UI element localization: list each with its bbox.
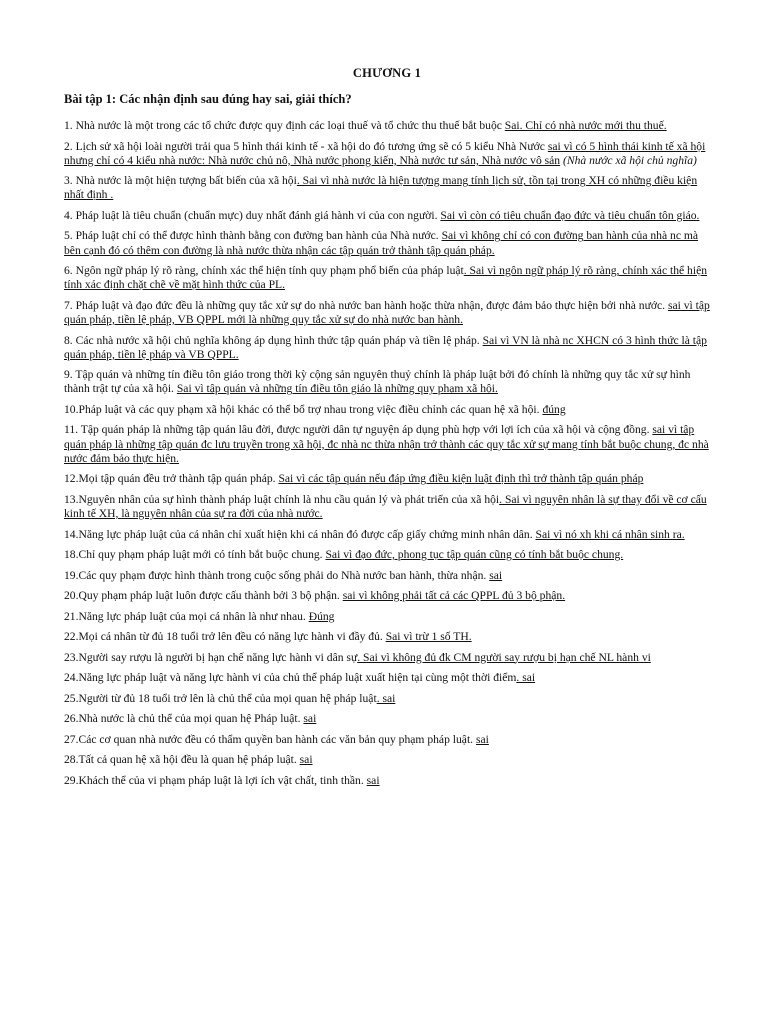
question-item xyxy=(64,733,710,747)
question-answer: . sai xyxy=(516,671,536,685)
question-answer: Sai. Chỉ có nhà nước mới thu thuế. xyxy=(504,119,667,132)
question-statement: 27.Các cơ quan nhà nước đều có thẩm quyền ban hành các văn bản quy phạm pháp luật. xyxy=(64,732,476,746)
question-answer: sai vì không phải tất cả các QPPL đủ 3 bộ phận. xyxy=(342,589,566,603)
question-statement: 10.Pháp luật và các quy phạm xã hội khác có thể bổ trợ nhau trong việc điều chỉnh các quan hệ xã hội. xyxy=(64,402,543,416)
question-item xyxy=(64,528,710,542)
question-item xyxy=(64,671,710,685)
question-statement: 3. Nhà nước là một hiện tượng bất biến của xã hội xyxy=(64,174,297,188)
question-statement: 11. Tập quán pháp là những tập quán lâu đời, được người dân tự nguyện áp dụng phù hợp với lợi ích của xã hội và cộng đồng. xyxy=(64,423,653,437)
question-item xyxy=(64,423,710,466)
question-note: (Nhà nước xã hội chủ nghĩa) xyxy=(563,153,697,167)
question-answer: . Sai vì ngôn ngữ pháp lý rõ ràng, chính xác thể hiện tính xác định chặt chẽ về mặt hình thức của PL. xyxy=(64,264,708,292)
question-item xyxy=(64,209,710,223)
question-statement: 25.Người từ đủ 18 tuổi trở lên là chủ thể của mọi quan hệ pháp luật xyxy=(64,691,377,705)
question-item xyxy=(64,569,710,583)
question-answer: Đúng xyxy=(308,609,335,623)
question-answer: Sai vì nó xh khi cá nhân sinh ra. xyxy=(535,527,685,541)
question-answer: . Sai vì nhà nước là hiện tượng mang tính lịch sử, tồn tại trong XH có những điều kiện nhất định . xyxy=(64,174,698,202)
question-statement: 21.Năng lực pháp luật của mọi cá nhân là như nhau. xyxy=(64,609,309,623)
question-answer: Sai vì trừ 1 số TH. xyxy=(385,630,472,644)
question-item xyxy=(64,264,710,292)
question-statement: 18.Chỉ quy phạm pháp luật mới có tính bắt buộc chung. xyxy=(64,548,326,562)
question-item xyxy=(64,774,710,788)
question-statement: 5. Pháp luật chỉ có thể được hình thành bằng con đường ban hành của Nhà nước. xyxy=(64,229,442,243)
question-statement: 9. Tập quán và những tín điều tôn giáo trong thời kỳ cộng sản nguyên thuỷ chính là pháp luật bởi đó chính là những quy tắc xử sự hình thành trật tự của xã hội. xyxy=(64,368,691,396)
question-list xyxy=(64,119,710,788)
question-item xyxy=(64,692,710,706)
question-item xyxy=(64,493,710,521)
question-item xyxy=(64,140,710,168)
question-answer: Sai vì đạo đức, phong tục tập quán cũng có tính bắt buộc chung. xyxy=(325,548,624,562)
question-answer: Sai vì còn có tiêu chuẩn đạo đức và tiêu chuẩn tôn giáo. xyxy=(440,208,700,222)
question-statement: 20.Quy phạm pháp luật luôn được cấu thành bởi 3 bộ phận. xyxy=(64,589,343,603)
question-statement: 6. Ngôn ngữ pháp lý rõ ràng, chính xác thể hiện tính quy phạm phổ biến của pháp luật xyxy=(64,264,464,278)
question-item xyxy=(64,368,710,396)
question-item xyxy=(64,119,710,133)
question-statement: 26.Nhà nước là chủ thể của mọi quan hệ Pháp luật. xyxy=(64,712,304,726)
question-statement: 8. Các nhà nước xã hội chủ nghĩa không áp dụng hình thức tập quán pháp và tiền lệ pháp. xyxy=(64,333,483,347)
question-answer: Sai vì các tập quán nếu đáp ứng điều kiện luật định thì trở thành tập quán pháp xyxy=(278,472,644,486)
question-answer: . sai xyxy=(376,691,396,705)
question-statement: 28.Tất cả quan hệ xã hội đều là quan hệ pháp luật. xyxy=(64,753,300,767)
question-answer: sai vì tập quán pháp là những tập quán đc lưu truyền trong xã hội, đc nhà nc thừa nhận trở thành các quy tắc xử sự mang tính bắt buộc chung, đc nhà nước đảm bảo thực hiện. xyxy=(64,423,709,465)
question-item xyxy=(64,472,710,486)
question-item xyxy=(64,403,710,417)
question-answer: . Sai vì không đủ đk CM người say rượu bị hạn chế NL hành vi xyxy=(357,650,651,664)
question-item xyxy=(64,610,710,624)
question-item xyxy=(64,299,710,327)
question-statement: 12.Mọi tập quán đều trở thành tập quán pháp. xyxy=(64,472,279,486)
question-item xyxy=(64,753,710,767)
question-statement: 22.Mọi cá nhân từ đủ 18 tuổi trở lên đều có năng lực hành vi đầy đủ. xyxy=(64,630,386,644)
question-item xyxy=(64,651,710,665)
question-answer: sai xyxy=(299,753,313,767)
question-statement: 19.Các quy phạm được hình thành trong cuộc sống phải do Nhà nước ban hành, thừa nhận. xyxy=(64,568,490,582)
question-statement: 14.Năng lực pháp luật của cá nhân chỉ xuất hiện khi cá nhân đó được cấp giấy chứng minh nhân dân. xyxy=(64,527,536,541)
question-answer: Sai vì VN là nhà nc XHCN có 3 hình thức là tập quán pháp, tiền lệ pháp và VB QPPL. xyxy=(64,333,707,361)
question-answer: . Sai vì nguyên nhân là sự thay đổi về cơ cấu kinh tế XH, là nguyên nhân của sự ra đời của nhà nước. xyxy=(64,492,707,521)
question-item xyxy=(64,630,710,644)
question-answer: đúng xyxy=(542,402,566,416)
question-statement: 24.Năng lực pháp luật và năng lực hành vi của chủ thể pháp luật xuất hiện tại cùng một thời điểm xyxy=(64,671,517,685)
question-item xyxy=(64,712,710,726)
question-item xyxy=(64,548,710,562)
question-item xyxy=(64,334,710,362)
exercise-title: Bài tập 1: Các nhận định sau đúng hay sai, giải thích? xyxy=(64,92,352,106)
question-answer: sai xyxy=(303,712,317,726)
question-statement: 1. Nhà nước là một trong các tổ chức được quy định các loại thuế và tổ chức thu thuế bắt buộc xyxy=(64,119,505,132)
question-answer: sai xyxy=(366,773,380,787)
question-answer: sai xyxy=(489,568,503,582)
question-item xyxy=(64,229,710,257)
question-answer: Sai vì không chỉ có con đường ban hành của nhà nc mà bên cạnh đó có thêm con đường là nhà nước thừa nhận các tập quán trở thành tập quán pháp. xyxy=(64,229,699,257)
chapter-title: CHƯƠNG 1 xyxy=(352,66,422,80)
question-statement: 29.Khách thể của vi phạm pháp luật là lợi ích vật chất, tinh thần. xyxy=(64,773,367,787)
question-statement: 4. Pháp luật là tiêu chuẩn (chuẩn mực) duy nhất đánh giá hành vi của con người. xyxy=(64,208,441,222)
question-statement: 13.Nguyên nhân của sự hình thành pháp luật chính là nhu cầu quản lý và phát triển của xã hội xyxy=(64,492,500,506)
question-answer: sai xyxy=(475,732,489,746)
question-item xyxy=(64,174,710,202)
question-item xyxy=(64,589,710,603)
question-answer: sai vì tập quán pháp, tiền lệ pháp, VB QPPL mới là những quy tắc xử sự do nhà nước ban hành. xyxy=(64,298,710,327)
question-statement: 23.Người say rượu là người bị hạn chế năng lực hành vi dân sự xyxy=(64,650,358,664)
question-answer: Sai vì tập quán và những tín điều tôn giáo là những quy phạm xã hội. xyxy=(176,382,498,396)
question-statement: 2. Lịch sử xã hội loài người trải qua 5 hình thái kinh tế - xã hội do đó tương ứng sẽ có 5 kiểu Nhà Nước xyxy=(64,139,548,153)
question-statement: 7. Pháp luật và đạo đức đều là những quy tắc xử sự do nhà nước ban hành hoặc thừa nhận, được đảm bảo thực hiện bởi nhà nước. xyxy=(64,298,668,312)
question-answer: sai vì có 5 hình thái kinh tế xã hội nhưng chỉ có 4 kiểu nhà nước: Nhà nước chủ nô, Nhà nước phong kiến, Nhà nước tư sản, Nhà nước vô sản xyxy=(64,139,706,167)
